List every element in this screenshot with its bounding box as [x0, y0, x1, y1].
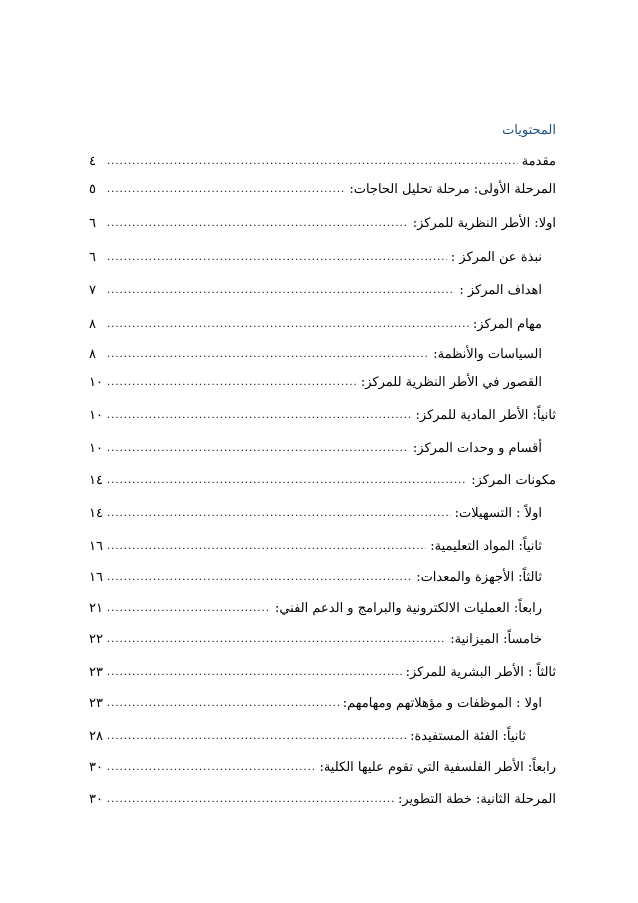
- toc-entry[interactable]: [89, 343, 542, 365]
- dot-leader: [107, 572, 412, 583]
- toc-entry-title: رابعاً: العمليات الالكترونية والبرامج و الدعم الفني:: [274, 600, 542, 616]
- dot-leader: [107, 634, 446, 645]
- toc-page-number: ٨: [89, 316, 96, 332]
- dot-leader: [107, 410, 411, 421]
- toc-entry-title: ثانياً: الأطر المادية للمركز:: [415, 407, 556, 423]
- toc-entry-title: مهام المركز:: [472, 316, 542, 332]
- toc-entry[interactable]: [89, 371, 542, 393]
- toc-entry[interactable]: [89, 212, 556, 234]
- toc-page-number: ٢٣: [89, 664, 103, 680]
- toc-title: المحتويات: [502, 123, 556, 138]
- dot-leader: [107, 603, 271, 614]
- toc-page-number: ٣٠: [89, 791, 103, 807]
- toc-entry[interactable]: [89, 246, 542, 268]
- dot-leader: [107, 667, 402, 678]
- toc-entry-title: اولا: الأطر النظرية للمركز:: [412, 215, 556, 231]
- toc-page-number: ١٠: [89, 440, 103, 456]
- toc-entry-title: رابعاً: الأطر الفلسفية التي تقوم عليها الكلية:: [319, 759, 556, 775]
- toc-entry[interactable]: [89, 661, 556, 683]
- toc-entry-title: مقدمة: [521, 153, 556, 169]
- dot-leader: [107, 475, 467, 486]
- dot-leader: [107, 698, 339, 709]
- dot-leader: [107, 349, 429, 360]
- toc-page-number: ١٠: [89, 407, 103, 423]
- dot-leader: [107, 252, 447, 263]
- toc-entry-title: السياسات والأنظمة:: [433, 346, 542, 362]
- dot-leader: [107, 794, 394, 805]
- toc-page-number: ٤: [89, 153, 96, 169]
- toc-page-number: ٦: [89, 215, 96, 231]
- toc-page-number: ١٦: [89, 569, 103, 585]
- toc-entry-title: خامساً: الميزانية:: [450, 631, 542, 647]
- dot-leader: [107, 218, 409, 229]
- toc-entry-title: المرحلة الثانية: خطة التطوير:: [397, 791, 556, 807]
- dot-leader: [107, 377, 357, 388]
- toc-page-number: ٢٢: [89, 631, 103, 647]
- toc-entry[interactable]: [89, 597, 542, 619]
- dot-leader: [107, 319, 469, 330]
- toc-entry-title: ثانياً: الفئة المستفيدة:: [410, 728, 526, 744]
- toc-page-number: ١٦: [89, 538, 103, 554]
- toc-page-number: ٣٠: [89, 759, 103, 775]
- toc-entry-title: نبذة عن المركز :: [450, 249, 542, 265]
- toc-page-number: ٥: [89, 181, 96, 197]
- toc-page-number: ٨: [89, 346, 96, 362]
- toc-entry-title: اولاً : التسهيلات:: [454, 505, 542, 521]
- dot-leader: [107, 541, 426, 552]
- dot-leader: [107, 443, 409, 454]
- toc-page-number: ٢١: [89, 600, 103, 616]
- toc-entry[interactable]: [89, 404, 556, 426]
- dot-leader: [107, 762, 315, 773]
- toc-page-number: ٦: [89, 249, 96, 265]
- toc-entry[interactable]: [89, 628, 542, 650]
- toc-entry[interactable]: [89, 535, 542, 557]
- toc-page-number: ٢٨: [89, 728, 103, 744]
- toc-entry-title: المرحلة الأولى: مرحلة تحليل الحاجات:: [349, 181, 556, 197]
- dot-leader: [107, 508, 451, 519]
- toc-entry-title: أقسام و وحدات المركز:: [412, 440, 542, 456]
- toc-page-number: ١٠: [89, 374, 103, 390]
- toc-entry-title: اهداف المركز :: [459, 282, 542, 298]
- toc-entry[interactable]: [89, 692, 542, 714]
- toc-page-number: ٢٣: [89, 695, 103, 711]
- toc-entry[interactable]: [89, 279, 542, 301]
- toc-entry[interactable]: [89, 469, 556, 491]
- toc-entry-title: اولا : الموظفات و مؤهلاتهم ومهامهم:: [342, 695, 542, 711]
- toc-entry[interactable]: [89, 178, 556, 200]
- toc-entry-title: القصور في الأطر النظرية للمركز:: [360, 374, 542, 390]
- toc-entry-title: ثالثاً : الأطر البشرية للمركز:: [405, 664, 556, 680]
- toc-entry[interactable]: [89, 725, 526, 747]
- toc-entry[interactable]: [89, 566, 542, 588]
- toc-entry[interactable]: [89, 150, 556, 172]
- toc-entry-title: ثالثاً: الأجهزة والمعدات:: [416, 569, 542, 585]
- dot-leader: [107, 731, 406, 742]
- toc-entry[interactable]: [89, 313, 542, 335]
- toc-entry[interactable]: [89, 756, 556, 778]
- toc-page-number: ٧: [89, 282, 96, 298]
- toc-entry[interactable]: [89, 437, 542, 459]
- toc-entry[interactable]: [89, 502, 542, 524]
- toc-entry-title: مكونات المركز:: [471, 472, 556, 488]
- dot-leader: [107, 156, 518, 167]
- dot-leader: [107, 184, 345, 195]
- toc-entry-title: ثانياً: المواد التعليمية:: [430, 538, 542, 554]
- toc-page-number: ١٤: [89, 505, 103, 521]
- toc-page-number: ١٤: [89, 472, 103, 488]
- toc-entry[interactable]: [89, 788, 556, 810]
- dot-leader: [107, 285, 455, 296]
